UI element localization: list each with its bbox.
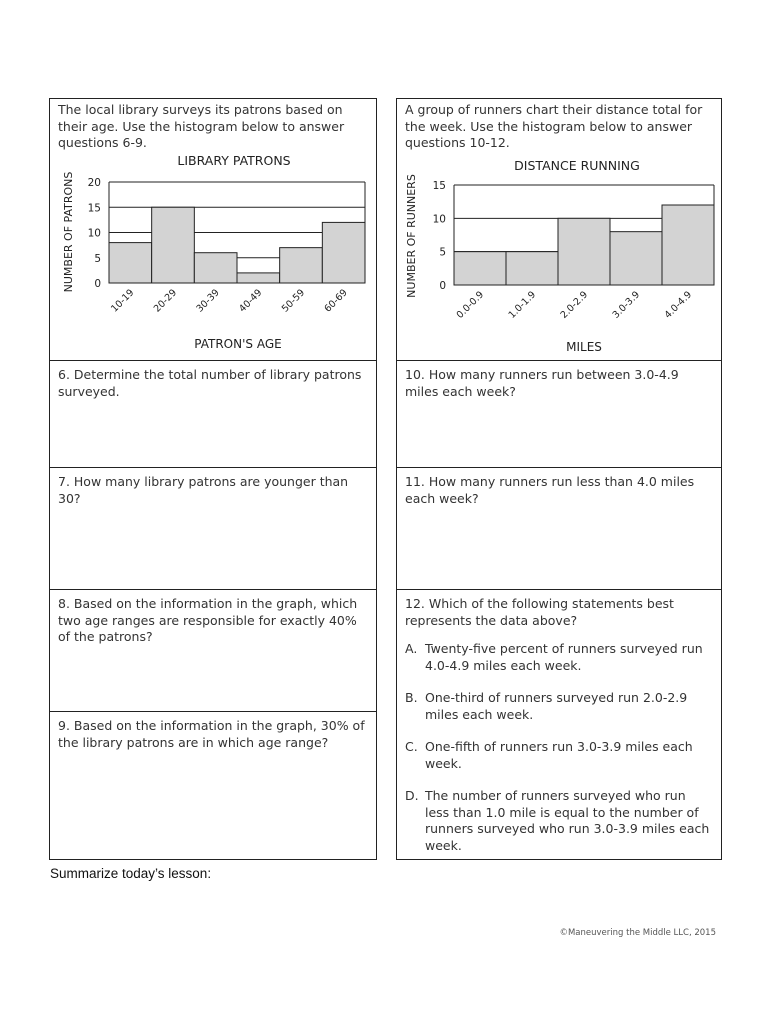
question-7-text: 7. How many library patrons are younger than 30? [58, 474, 349, 506]
distance-running-histogram [397, 99, 721, 361]
question-11-cell [397, 468, 721, 590]
x-tick-label: 30-39 [194, 287, 222, 315]
library-chart-cell [50, 99, 376, 361]
option-text: Twenty-five percent of runners surveyed run 4.0-4.9 miles each week. [425, 641, 703, 673]
x-tick-label: 60-69 [322, 287, 350, 315]
chart-title: LIBRARY PATRONS [177, 153, 291, 168]
summary-label: Summarize today’s lesson: [50, 866, 212, 881]
x-tick-label: 2.0-2.9 [558, 289, 591, 321]
y-tick-label: 15 [432, 180, 446, 192]
question-7-cell [50, 468, 376, 590]
question-12-text: 12. Which of the following statements best represents the data above? [405, 596, 674, 628]
library-intro: The local library surveys its patrons based on their age. Use the histogram below to answer questions 6-9. [58, 102, 345, 150]
y-tick-label: 5 [439, 246, 446, 259]
x-tick-label: 0.0-0.9 [454, 289, 487, 321]
option-letter: C. [405, 739, 418, 754]
x-tick-label: 1.0-1.9 [506, 289, 539, 321]
histogram-bar [152, 207, 195, 283]
y-tick-label: 10 [87, 227, 101, 240]
question-11-text: 11. How many runners run less than 4.0 miles each week? [405, 474, 695, 506]
x-tick-label: 4.0-4.9 [662, 289, 695, 321]
option-letter: A. [405, 641, 418, 656]
question-8-text: 8. Based on the information in the graph, which two age ranges are responsible for exactly 40% of the patrons? [58, 596, 358, 644]
library-patrons-histogram [50, 99, 376, 361]
option-d [405, 788, 713, 854]
option-text: The number of runners surveyed who run less than 1.0 mile is equal to the number of runners surveyed who run 3.0-3.9 miles each week. [425, 788, 710, 853]
option-text: One-fifth of runners run 3.0-3.9 miles each week. [425, 739, 693, 771]
y-tick-label: 5 [94, 252, 101, 265]
x-tick-label: 20-29 [151, 287, 180, 315]
histogram-bar [454, 252, 506, 285]
histogram-bar [109, 243, 152, 283]
y-axis-label: NUMBER OF PATRONS [62, 171, 75, 293]
y-tick-label: 0 [439, 280, 446, 292]
y-tick-label: 20 [87, 177, 101, 189]
question-10-text: 10. How many runners run between 3.0-4.9 miles each week? [405, 367, 679, 399]
y-axis-label: NUMBER OF RUNNERS [405, 174, 418, 298]
question-9-cell [50, 712, 376, 859]
question-12-options [405, 641, 713, 854]
running-intro: A group of runners chart their distance total for the week. Use the histogram below to answer questions 10-12. [405, 102, 703, 150]
y-tick-label: 0 [94, 278, 101, 290]
x-tick-label: 3.0-3.9 [610, 289, 643, 321]
question-6-cell [50, 361, 376, 468]
x-axis-label: MILES [566, 340, 602, 354]
x-tick-label: 10-19 [109, 287, 137, 315]
question-6-text: 6. Determine the total number of library patrons surveyed. [58, 367, 362, 399]
question-10-cell [397, 361, 721, 468]
x-tick-label: 50-59 [279, 287, 308, 315]
histogram-bar [322, 222, 365, 283]
histogram-bar [610, 232, 662, 285]
histogram-bar [558, 218, 610, 285]
y-tick-label: 10 [432, 213, 446, 226]
x-axis-label: PATRON'S AGE [194, 337, 282, 351]
question-12-cell [397, 590, 721, 859]
option-b [405, 690, 713, 723]
option-a [405, 641, 713, 674]
histogram-bar [194, 253, 237, 283]
x-tick-label: 40-49 [237, 287, 265, 315]
question-9-text: 9. Based on the information in the graph, 30% of the library patrons are in which age range? [58, 718, 365, 750]
option-letter: B. [405, 690, 418, 705]
running-chart-cell [397, 99, 721, 361]
right-panel [396, 98, 722, 860]
option-c [405, 739, 713, 772]
copyright-text: ©Maneuvering the Middle LLC, 2015 [559, 928, 716, 938]
left-panel [49, 98, 377, 860]
option-text: One-third of runners surveyed run 2.0-2.9 miles each week. [425, 690, 688, 722]
question-8-cell [50, 590, 376, 712]
y-tick-label: 15 [87, 202, 101, 215]
chart-title: DISTANCE RUNNING [514, 158, 640, 173]
option-letter: D. [405, 788, 419, 803]
histogram-bar [237, 273, 280, 283]
histogram-bar [662, 205, 714, 285]
histogram-bar [506, 252, 558, 285]
histogram-bar [280, 248, 323, 283]
